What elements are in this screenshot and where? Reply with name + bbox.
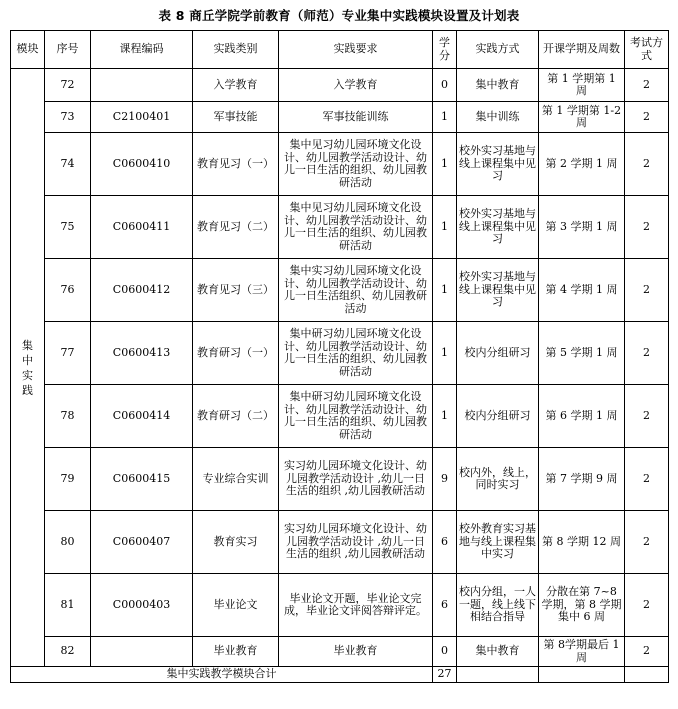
- table-row: [11, 322, 669, 385]
- row-code: C0600412: [91, 259, 193, 322]
- row-method: 校外实习基地与线上课程集中见习: [457, 259, 539, 322]
- row-credit: 0: [433, 69, 457, 102]
- header-seq: 序号: [45, 31, 91, 69]
- row-credit: 6: [433, 574, 457, 637]
- row-exam: 2: [625, 574, 669, 637]
- row-category: 教育研习（二）: [193, 385, 279, 448]
- summary-empty-exam: [625, 667, 669, 683]
- row-category: 军事技能: [193, 102, 279, 133]
- row-method: 校外实习基地与线上课程集中见习: [457, 196, 539, 259]
- summary-empty-method: [457, 667, 539, 683]
- row-exam: 2: [625, 133, 669, 196]
- row-seq: 82: [45, 637, 91, 667]
- row-term: 第 2 学期 1 周: [539, 133, 625, 196]
- header-requirement: 实践要求: [279, 31, 433, 69]
- row-code: C0600410: [91, 133, 193, 196]
- row-credit: 1: [433, 259, 457, 322]
- header-method: 实践方式: [457, 31, 539, 69]
- table-row: [11, 385, 669, 448]
- row-method: 校内外，线上，同时实习: [457, 448, 539, 511]
- row-seq: 75: [45, 196, 91, 259]
- row-method: 校外教育实习基地与线上课程集中实习: [457, 511, 539, 574]
- table-row: [11, 637, 669, 667]
- row-category: 毕业教育: [193, 637, 279, 667]
- row-category: 入学教育: [193, 69, 279, 102]
- row-credit: 1: [433, 133, 457, 196]
- row-method: 集中训练: [457, 102, 539, 133]
- row-term: 第 5 学期 1 周: [539, 322, 625, 385]
- row-seq: 72: [45, 69, 91, 102]
- row-code: C0600407: [91, 511, 193, 574]
- row-seq: 73: [45, 102, 91, 133]
- row-credit: 1: [433, 102, 457, 133]
- row-credit: 0: [433, 637, 457, 667]
- row-method: 校外实习基地与线上课程集中见习: [457, 133, 539, 196]
- row-requirement: 毕业论文开题，毕业论文完成，毕业论文评阅答辩评定。: [279, 574, 433, 637]
- row-exam: 2: [625, 196, 669, 259]
- row-requirement: 集中见习幼儿园环境文化设计、幼儿园教学活动设计、幼儿一日生活的组织、幼儿园教研活动: [279, 133, 433, 196]
- row-credit: 1: [433, 322, 457, 385]
- table-row: [11, 133, 669, 196]
- header-category: 实践类别: [193, 31, 279, 69]
- row-category: 教育见习（一）: [193, 133, 279, 196]
- row-method: 校内分组研习: [457, 385, 539, 448]
- row-requirement: 实习幼儿园环境文化设计、幼儿园教学活动设计 ,幼儿一日生活的组织 ,幼儿园教研活动: [279, 511, 433, 574]
- row-term: 第 3 学期 1 周: [539, 196, 625, 259]
- row-category: 教育研习（一）: [193, 322, 279, 385]
- summary-empty-term: [539, 667, 625, 683]
- row-requirement: 毕业教育: [279, 637, 433, 667]
- header-row: [11, 31, 669, 69]
- row-exam: 2: [625, 637, 669, 667]
- row-code: C0600414: [91, 385, 193, 448]
- row-code: [91, 69, 193, 102]
- row-code: C0600415: [91, 448, 193, 511]
- row-exam: 2: [625, 102, 669, 133]
- row-exam: 2: [625, 448, 669, 511]
- row-term: 第 4 学期 1 周: [539, 259, 625, 322]
- row-code: C2100401: [91, 102, 193, 133]
- row-method: 集中教育: [457, 637, 539, 667]
- row-exam: 2: [625, 385, 669, 448]
- row-category: 毕业论文: [193, 574, 279, 637]
- table-row: [11, 574, 669, 637]
- row-category: 教育实习: [193, 511, 279, 574]
- row-credit: 9: [433, 448, 457, 511]
- row-exam: 2: [625, 511, 669, 574]
- summary-label: 集中实践教学模块合计: [11, 667, 433, 683]
- header-module: 模块: [11, 31, 45, 69]
- row-requirement: 集中见习幼儿园环境文化设计、幼儿园教学活动设计、幼儿一日生活的组织、幼儿园教研活动: [279, 196, 433, 259]
- table-row: [11, 196, 669, 259]
- row-category: 专业综合实训: [193, 448, 279, 511]
- summary-credit: 27: [433, 667, 457, 683]
- row-requirement: 集中实习幼儿园环境文化设计、幼儿园教学活动设计、幼儿一日生活组织、幼儿园教研活动: [279, 259, 433, 322]
- module-label: 集中实践: [22, 338, 33, 397]
- row-seq: 77: [45, 322, 91, 385]
- row-method: 校内分组研习: [457, 322, 539, 385]
- header-code: 课程编码: [91, 31, 193, 69]
- table-row: [11, 259, 669, 322]
- table-row: [11, 102, 669, 133]
- row-code: C0000403: [91, 574, 193, 637]
- row-term: 第 8 学期 12 周: [539, 511, 625, 574]
- row-seq: 76: [45, 259, 91, 322]
- row-seq: 79: [45, 448, 91, 511]
- row-exam: 2: [625, 69, 669, 102]
- row-requirement: 实习幼儿园环境文化设计、幼儿园教学活动设计 ,幼儿一日生活的组织 ,幼儿园教研活动: [279, 448, 433, 511]
- row-method: 校内分组，一人一题，线上线下相结合指导: [457, 574, 539, 637]
- table-row: [11, 448, 669, 511]
- row-term: 第 1 学期第 1-2 周: [539, 102, 625, 133]
- row-code: C0600411: [91, 196, 193, 259]
- row-credit: 1: [433, 385, 457, 448]
- table-row: [11, 511, 669, 574]
- practice-plan-table: [10, 30, 669, 683]
- row-term: 第 8学期最后 1 周: [539, 637, 625, 667]
- summary-row: [11, 667, 669, 683]
- row-credit: 1: [433, 196, 457, 259]
- row-term: 分散在第 7~8 学期，第 8 学期集中 6 周: [539, 574, 625, 637]
- row-seq: 81: [45, 574, 91, 637]
- header-exam: 考试方式: [625, 31, 669, 69]
- table-row: [11, 69, 669, 102]
- row-method: 集中教育: [457, 69, 539, 102]
- row-credit: 6: [433, 511, 457, 574]
- row-requirement: 集中研习幼儿园环境文化设计、幼儿园教学活动设计、幼儿一日生活的组织、幼儿园教研活动: [279, 385, 433, 448]
- row-requirement: 入学教育: [279, 69, 433, 102]
- module-cell: [11, 69, 45, 667]
- row-category: 教育见习（三）: [193, 259, 279, 322]
- row-term: 第 1 学期第 1 周: [539, 69, 625, 102]
- row-term: 第 7 学期 9 周: [539, 448, 625, 511]
- row-term: 第 6 学期 1 周: [539, 385, 625, 448]
- row-code: [91, 637, 193, 667]
- row-seq: 80: [45, 511, 91, 574]
- row-seq: 78: [45, 385, 91, 448]
- row-requirement: 军事技能训练: [279, 102, 433, 133]
- row-exam: 2: [625, 259, 669, 322]
- header-term: 开课学期及周数: [539, 31, 625, 69]
- row-code: C0600413: [91, 322, 193, 385]
- row-requirement: 集中研习幼儿园环境文化设计、幼儿园教学活动设计、幼儿一日生活的组织、幼儿园教研活动: [279, 322, 433, 385]
- row-exam: 2: [625, 322, 669, 385]
- row-seq: 74: [45, 133, 91, 196]
- row-category: 教育见习（二）: [193, 196, 279, 259]
- table-title: 表 8 商丘学院学前教育（师范）专业集中实践模块设置及计划表: [158, 8, 520, 23]
- header-credit: 学分: [433, 31, 457, 69]
